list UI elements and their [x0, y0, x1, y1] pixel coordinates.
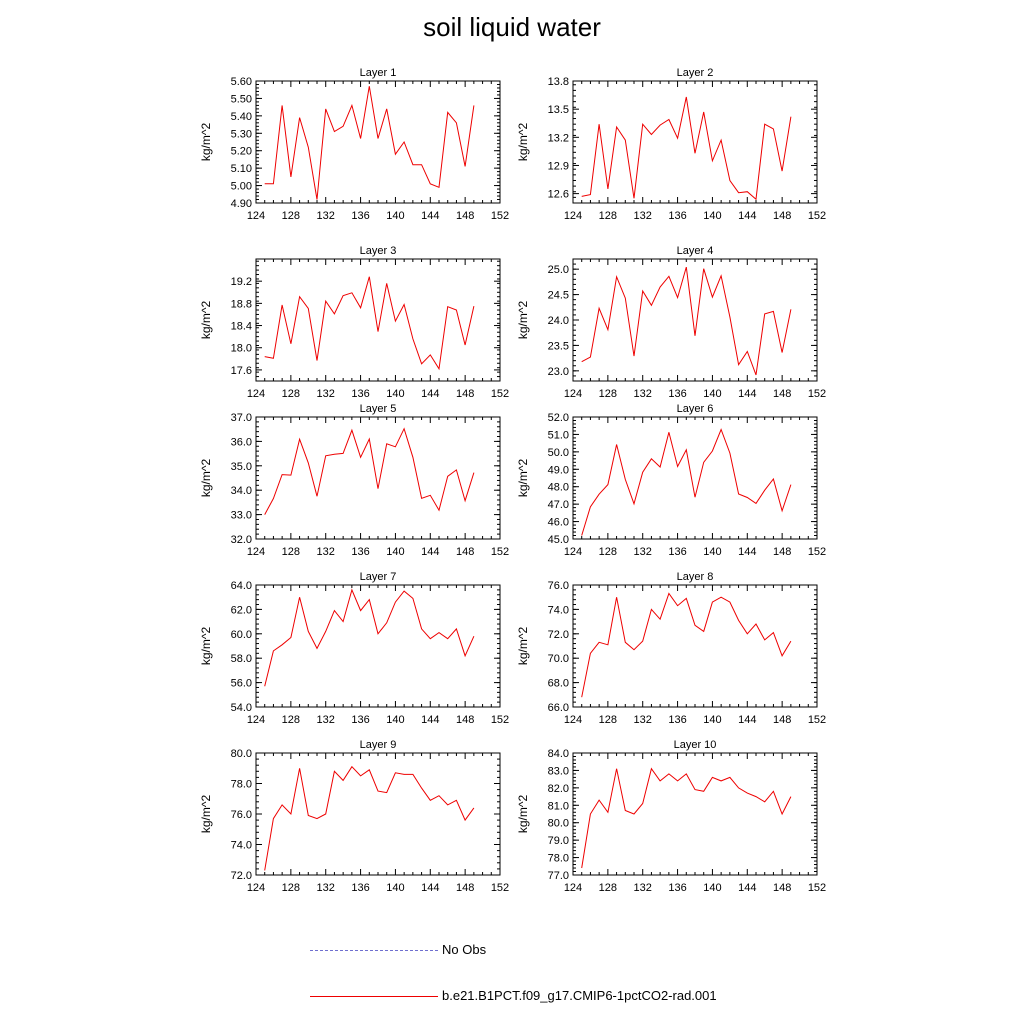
- y-tick-label: 13.2: [547, 132, 569, 145]
- y-tick-label: 13.8: [547, 76, 569, 88]
- x-tick-label: 128: [281, 714, 301, 726]
- x-tick-label: 148: [772, 882, 792, 894]
- panel-title: Layer 3: [359, 245, 397, 257]
- y-tick-label: 25.0: [547, 264, 569, 277]
- x-tick-label: 128: [598, 714, 618, 726]
- y-tick-label: 80.0: [547, 817, 569, 830]
- plot-frame: [256, 417, 500, 539]
- panel-layer-9: [199, 739, 509, 894]
- x-tick-label: 152: [490, 210, 510, 222]
- y-tick-label: 23.5: [547, 340, 569, 353]
- y-tick-label: 5.20: [230, 145, 252, 158]
- x-tick-label: 124: [563, 714, 583, 726]
- y-tick-label: 81.0: [547, 800, 569, 813]
- panel-title: Layer 1: [359, 67, 397, 79]
- x-tick-label: 152: [807, 882, 827, 894]
- x-tick-label: 136: [668, 546, 687, 558]
- x-tick-label: 152: [490, 882, 510, 894]
- y-tick-label: 50.0: [547, 446, 569, 459]
- x-tick-label: 128: [281, 882, 301, 894]
- x-tick-label: 140: [703, 882, 722, 894]
- x-tick-label: 136: [668, 388, 687, 400]
- y-tick-label: 49.0: [547, 464, 569, 477]
- y-tick-label: 18.0: [230, 342, 252, 355]
- x-tick-label: 148: [455, 388, 475, 400]
- y-tick-label: 33.0: [230, 509, 252, 522]
- x-tick-label: 128: [281, 388, 301, 400]
- x-tick-label: 136: [668, 882, 687, 894]
- y-tick-label: 76.0: [547, 580, 569, 592]
- y-tick-label: 4.90: [230, 198, 252, 210]
- y-tick-label: 78.0: [230, 778, 252, 791]
- x-tick-label: 148: [772, 388, 792, 400]
- x-tick-label: 124: [563, 210, 583, 222]
- panel-title: Layer 4: [676, 245, 714, 257]
- y-axis-label: kg/m^2: [516, 626, 530, 666]
- x-tick-label: 136: [351, 714, 370, 726]
- x-tick-label: 132: [633, 546, 652, 558]
- y-tick-label: 68.0: [547, 677, 569, 690]
- y-tick-label: 60.0: [230, 628, 252, 641]
- y-tick-label: 12.9: [547, 160, 569, 173]
- x-tick-label: 152: [490, 546, 510, 558]
- y-tick-label: 62.0: [230, 604, 252, 617]
- y-tick-label: 56.0: [230, 677, 252, 690]
- x-tick-label: 148: [455, 210, 475, 222]
- y-tick-label: 12.6: [547, 188, 569, 201]
- x-tick-label: 132: [316, 210, 335, 222]
- x-tick-label: 152: [490, 388, 510, 400]
- series-line: [265, 429, 474, 515]
- x-tick-label: 128: [281, 546, 301, 558]
- x-tick-label: 124: [246, 210, 266, 222]
- x-tick-label: 140: [386, 714, 405, 726]
- panel-title: Layer 9: [359, 739, 397, 751]
- x-tick-label: 144: [421, 882, 440, 894]
- y-tick-label: 23.0: [547, 365, 569, 378]
- panel-title: Layer 2: [676, 67, 714, 79]
- y-tick-label: 32.0: [230, 534, 252, 546]
- series-line: [265, 277, 474, 369]
- x-tick-label: 144: [421, 210, 440, 222]
- y-tick-label: 35.0: [230, 460, 252, 473]
- y-tick-label: 48.0: [547, 481, 569, 494]
- y-tick-label: 5.60: [230, 76, 252, 88]
- x-tick-label: 144: [738, 882, 757, 894]
- x-tick-label: 124: [246, 388, 266, 400]
- x-tick-label: 128: [598, 388, 618, 400]
- x-tick-label: 124: [563, 882, 583, 894]
- y-tick-label: 77.0: [547, 870, 569, 882]
- x-tick-label: 136: [668, 210, 687, 222]
- y-axis-label: kg/m^2: [516, 300, 530, 340]
- series-line: [582, 97, 791, 199]
- panel-title: Layer 6: [676, 403, 714, 415]
- y-axis-label: kg/m^2: [516, 458, 530, 498]
- panel-title: Layer 7: [359, 571, 397, 583]
- y-tick-label: 64.0: [230, 580, 252, 592]
- panel-layer-2: [516, 67, 826, 222]
- x-tick-label: 152: [490, 714, 510, 726]
- y-tick-label: 74.0: [547, 604, 569, 617]
- x-tick-label: 128: [598, 546, 618, 558]
- y-tick-label: 24.0: [547, 315, 569, 327]
- y-tick-label: 74.0: [230, 839, 252, 852]
- x-tick-label: 144: [738, 388, 757, 400]
- x-tick-label: 144: [421, 714, 440, 726]
- x-tick-label: 132: [633, 388, 652, 400]
- legend-swatch-model: [310, 996, 438, 997]
- y-axis-label: kg/m^2: [199, 458, 213, 498]
- x-tick-label: 136: [351, 210, 370, 222]
- x-tick-label: 132: [633, 210, 652, 222]
- series-line: [582, 430, 791, 536]
- y-axis-label: kg/m^2: [199, 794, 213, 834]
- y-tick-label: 46.0: [547, 516, 569, 529]
- y-tick-label: 47.0: [547, 499, 569, 512]
- y-tick-label: 54.0: [230, 702, 252, 714]
- series-line: [582, 594, 791, 698]
- x-tick-label: 124: [563, 388, 583, 400]
- y-tick-label: 18.8: [230, 298, 252, 311]
- x-tick-label: 132: [316, 882, 335, 894]
- y-tick-label: 34.0: [230, 485, 252, 498]
- y-tick-label: 37.0: [230, 412, 252, 424]
- x-tick-label: 140: [386, 546, 405, 558]
- x-tick-label: 144: [421, 388, 440, 400]
- legend-label-obs: No Obs: [442, 942, 487, 957]
- y-tick-label: 70.0: [547, 653, 569, 666]
- x-tick-label: 132: [316, 546, 335, 558]
- plot-frame: [256, 259, 500, 381]
- plot-frame: [573, 585, 817, 707]
- x-tick-label: 148: [772, 714, 792, 726]
- y-tick-label: 52.0: [547, 412, 569, 424]
- x-tick-label: 124: [246, 882, 266, 894]
- x-tick-label: 128: [598, 210, 618, 222]
- x-tick-label: 132: [316, 388, 335, 400]
- series-line: [582, 769, 791, 868]
- plot-frame: [256, 753, 500, 875]
- y-tick-label: 66.0: [547, 702, 569, 714]
- panel-layer-8: [516, 571, 826, 726]
- plot-frame: [573, 81, 817, 203]
- x-tick-label: 140: [703, 714, 722, 726]
- y-tick-label: 80.0: [230, 748, 252, 760]
- y-axis-label: kg/m^2: [516, 122, 530, 162]
- panel-title: Layer 10: [673, 739, 717, 751]
- y-tick-label: 58.0: [230, 653, 252, 666]
- y-tick-label: 84.0: [547, 748, 569, 760]
- y-axis-label: kg/m^2: [199, 626, 213, 666]
- x-tick-label: 152: [807, 210, 827, 222]
- y-tick-label: 36.0: [230, 436, 252, 449]
- panel-layer-10: [516, 739, 826, 894]
- panel-layer-3: [199, 245, 509, 400]
- series-line: [265, 767, 474, 871]
- series-line: [582, 267, 791, 375]
- x-tick-label: 148: [455, 714, 475, 726]
- x-tick-label: 124: [563, 546, 583, 558]
- y-tick-label: 19.2: [230, 276, 252, 289]
- x-tick-label: 124: [246, 714, 266, 726]
- x-tick-label: 148: [455, 882, 475, 894]
- legend-label-model: b.e21.B1PCT.f09_g17.CMIP6-1pctCO2-rad.001: [442, 988, 717, 1003]
- x-tick-label: 128: [281, 210, 301, 222]
- x-tick-label: 132: [633, 714, 652, 726]
- x-tick-label: 152: [807, 714, 827, 726]
- x-tick-label: 140: [386, 882, 405, 894]
- y-tick-label: 76.0: [230, 809, 252, 821]
- plot-frame: [256, 585, 500, 707]
- panel-layer-6: [516, 403, 826, 558]
- plot-frame: [256, 81, 500, 203]
- y-tick-label: 79.0: [547, 835, 569, 848]
- panel-layer-5: [199, 403, 509, 558]
- x-tick-label: 144: [738, 546, 757, 558]
- y-tick-label: 51.0: [547, 429, 569, 442]
- x-tick-label: 144: [738, 714, 757, 726]
- x-tick-label: 152: [807, 546, 827, 558]
- x-tick-label: 132: [316, 714, 335, 726]
- y-tick-label: 24.5: [547, 289, 569, 302]
- y-tick-label: 5.30: [230, 128, 252, 141]
- x-tick-label: 144: [738, 210, 757, 222]
- x-tick-label: 140: [703, 546, 722, 558]
- x-tick-label: 140: [703, 210, 722, 222]
- y-tick-label: 17.6: [230, 364, 252, 377]
- x-tick-label: 148: [455, 546, 475, 558]
- y-tick-label: 78.0: [547, 852, 569, 865]
- panel-title: Layer 8: [676, 571, 714, 583]
- panel-layer-7: [199, 571, 509, 726]
- y-tick-label: 5.10: [230, 163, 252, 176]
- y-tick-label: 5.40: [230, 110, 252, 123]
- y-tick-label: 83.0: [547, 765, 569, 778]
- panel-title: Layer 5: [359, 403, 397, 415]
- y-axis-label: kg/m^2: [199, 300, 213, 340]
- y-tick-label: 5.00: [230, 180, 252, 193]
- series-line: [265, 86, 474, 199]
- y-tick-label: 72.0: [230, 870, 252, 882]
- y-axis-label: kg/m^2: [199, 122, 213, 162]
- x-tick-label: 128: [598, 882, 618, 894]
- series-line: [265, 590, 474, 686]
- x-tick-label: 144: [421, 546, 440, 558]
- x-tick-label: 140: [386, 210, 405, 222]
- y-tick-label: 18.4: [230, 320, 252, 333]
- panel-layer-4: [516, 245, 826, 400]
- x-tick-label: 136: [668, 714, 687, 726]
- panel-layer-1: [199, 67, 509, 222]
- legend-swatch-obs: [310, 950, 438, 951]
- x-tick-label: 140: [386, 388, 405, 400]
- y-tick-label: 82.0: [547, 782, 569, 795]
- x-tick-label: 148: [772, 546, 792, 558]
- y-tick-label: 5.50: [230, 93, 252, 106]
- y-axis-label: kg/m^2: [516, 794, 530, 834]
- x-tick-label: 132: [633, 882, 652, 894]
- x-tick-label: 124: [246, 546, 266, 558]
- plot-frame: [573, 753, 817, 875]
- figure-title: soil liquid water: [423, 12, 601, 42]
- x-tick-label: 136: [351, 388, 370, 400]
- y-tick-label: 13.5: [547, 104, 569, 117]
- y-tick-label: 72.0: [547, 628, 569, 641]
- x-tick-label: 140: [703, 388, 722, 400]
- y-tick-label: 45.0: [547, 534, 569, 546]
- x-tick-label: 148: [772, 210, 792, 222]
- x-tick-label: 136: [351, 882, 370, 894]
- x-tick-label: 152: [807, 388, 827, 400]
- x-tick-label: 136: [351, 546, 370, 558]
